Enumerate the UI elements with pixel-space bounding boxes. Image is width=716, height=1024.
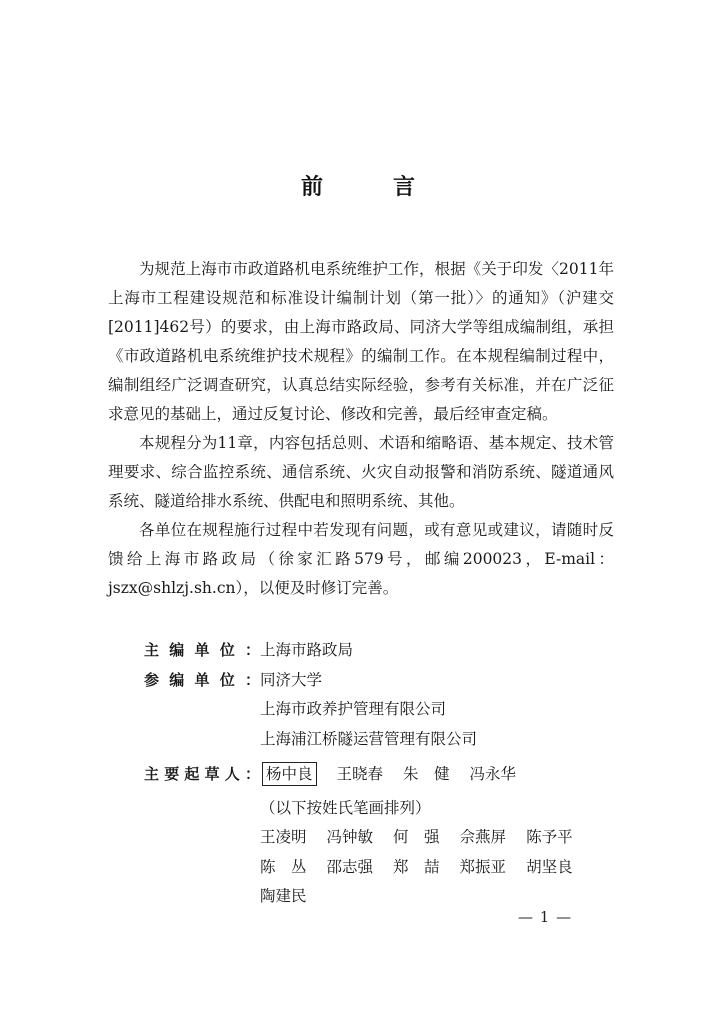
page-title: 前 言 bbox=[300, 175, 439, 200]
drafter-name: 邵志强 bbox=[326, 857, 374, 876]
chief-editor-label: 主 编 单 位 ： bbox=[144, 641, 260, 659]
paragraph-structure: 本规程分为11章，内容包括总则、术语和缩略语、基本规定、技术管理要求、综合监控系统、通信系统、火灾自动报警和消防系统、隧道通风系统、隧道给排水系统、供配电和照明系统、其他。 bbox=[108, 434, 614, 510]
paragraph-feedback: 各单位在规程施行过程中若发现有问题，或有意见或建议，请随时反馈给上海市路政局（徐家汇路579号，邮编200023，E-mail：jszx@shlzj.sh.cn），以便及时修订完善。 bbox=[108, 521, 614, 597]
order-note: （以下按姓氏笔画排列） bbox=[260, 798, 431, 817]
drafter-name: 郑 喆 bbox=[393, 857, 440, 876]
drafters-label: 主 要 起 草 人 ： bbox=[144, 765, 260, 783]
drafter-name: 胡坚良 bbox=[526, 857, 573, 876]
drafter-name: 何 强 bbox=[393, 828, 440, 846]
participants-row bbox=[144, 666, 614, 696]
drafter-name: 陶建民 bbox=[260, 887, 307, 905]
drafter-name: 冯永华 bbox=[469, 765, 517, 783]
participant-unit: 同济大学 bbox=[260, 670, 323, 689]
drafter-name: 郑振亚 bbox=[459, 857, 507, 876]
drafter-name: 冯钟敏 bbox=[326, 828, 374, 846]
preface-body bbox=[108, 255, 614, 603]
drafter-name: 朱 健 bbox=[403, 765, 450, 783]
drafter-name: 陈 丛 bbox=[260, 857, 307, 876]
drafter-name: 王凌明 bbox=[260, 828, 307, 846]
drafter-name-boxed: 杨中良 bbox=[262, 762, 317, 786]
credits-block bbox=[144, 636, 614, 912]
participant-unit: 上海浦江桥隧运营管理有限公司 bbox=[260, 729, 478, 748]
drafter-name: 陈予平 bbox=[526, 828, 573, 846]
page-number: — 1 — bbox=[518, 908, 573, 926]
main-drafters-row bbox=[144, 760, 614, 790]
participant-unit: 上海市政养护管理有限公司 bbox=[260, 700, 447, 718]
chief-editor-unit: 上海市路政局 bbox=[260, 641, 354, 659]
drafter-name: 王晓春 bbox=[336, 765, 384, 783]
paragraph-purpose: 为规范上海市市政道路机电系统维护工作，根据《关于印发〈2011年上海市工程建设规范和标准设计编制计划（第一批）〉的通知》（沪建交[2011]462号）的要求，由上海市路政局、同济大学等组成编制组，承担《市政道路机电系统维护技术规程》的编制工作。在本规程编制过程中，编制组经广泛调查研究，认真总结实际经验，参考有关标准，并在广泛征求意见的基础上，通过反复讨论、修改和完善，最后经审查定稿。 bbox=[108, 260, 614, 423]
main-drafters-list bbox=[260, 760, 614, 790]
drafter-name: 佘燕屏 bbox=[459, 828, 507, 846]
drafters-line bbox=[144, 823, 614, 853]
participants-label: 参 编 单 位 ： bbox=[144, 670, 260, 689]
drafters-line bbox=[144, 853, 614, 883]
chief-editor-row bbox=[144, 636, 614, 666]
